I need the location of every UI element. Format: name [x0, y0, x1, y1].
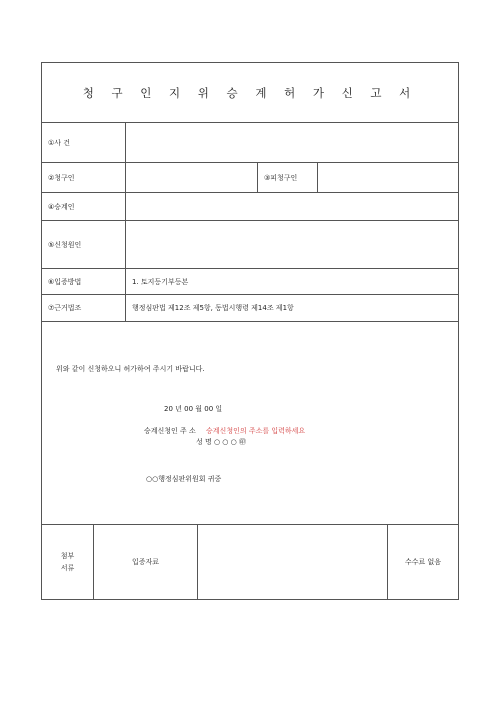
law-label: ⑦근거법조 — [42, 295, 126, 321]
date-line[interactable]: 20 년 00 월 00 일 — [164, 405, 223, 413]
request-text: 위와 같이 신청하오니 허가하여 주시기 바랍니다. — [56, 365, 205, 373]
request-section — [42, 322, 458, 525]
row-proof — [42, 269, 458, 295]
claimant-field[interactable] — [126, 163, 258, 192]
attachment-label-line2: 서류 — [60, 564, 75, 572]
respondent-field[interactable] — [318, 163, 458, 192]
row-attachments — [42, 525, 458, 599]
reason-field[interactable] — [126, 221, 458, 268]
row-successor — [42, 193, 458, 221]
row-claimant — [42, 163, 458, 193]
application-form — [41, 62, 459, 600]
respondent-label: ③피청구인 — [258, 163, 318, 192]
applicant-prefix: 승계신청인 주 소 — [144, 427, 196, 435]
recipient-line: ○○행정심판위원회 귀중 — [146, 475, 222, 483]
attachment-label — [42, 525, 94, 599]
address-placeholder[interactable]: 승계신청인의 주소를 입력하세요 — [206, 427, 306, 435]
case-label: ①사 건 — [42, 123, 126, 162]
reason-label: ⑤신청원인 — [42, 221, 126, 268]
row-reason — [42, 221, 458, 269]
successor-field[interactable] — [126, 193, 458, 220]
law-value[interactable]: 행정심판법 제12조 제5항, 동법시행령 제14조 제1항 — [132, 304, 294, 312]
case-field[interactable] — [126, 123, 458, 162]
proof-label: ⑥입증방법 — [42, 269, 126, 294]
fee-cell: 수수료 없음 — [404, 558, 442, 566]
evidence-cell[interactable]: 입증자료 — [94, 525, 198, 599]
claimant-label: ②청구인 — [42, 163, 126, 192]
name-line[interactable]: 성 명 ○ ○ ○ ㊞ — [196, 438, 246, 446]
applicant-address-line — [144, 426, 305, 436]
successor-label: ④승계인 — [42, 193, 126, 220]
attachment-label-line1: 첨부 — [60, 552, 75, 560]
row-law — [42, 295, 458, 322]
proof-value[interactable]: 1. 토지등기부등본 — [132, 277, 189, 286]
form-title: 청 구 인 지 위 승 계 허 가 신 고 서 — [42, 63, 458, 123]
attachment-blank-cell[interactable] — [198, 525, 388, 599]
row-case — [42, 123, 458, 163]
